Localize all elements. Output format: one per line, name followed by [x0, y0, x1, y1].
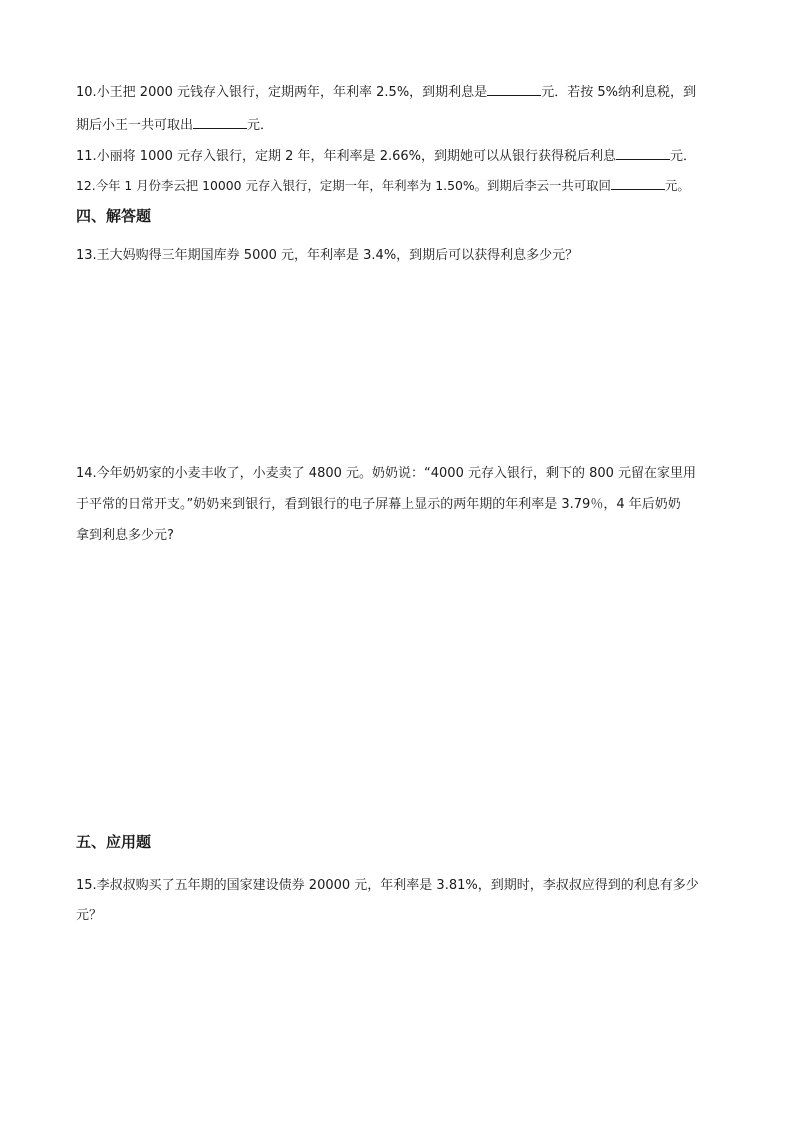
question-12: [76, 177, 690, 195]
question-10-text-b: 元．若按 5%纳利息税，到: [541, 85, 696, 100]
section-5-heading: 五、应用题: [76, 833, 152, 851]
question-15-line-2: 元？: [76, 908, 103, 923]
question-12-text-a: 12.今年 1 月份李云把 10000 元存入银行，定期一年，年利率为 1.50%。到期后李云一共可取回: [76, 178, 611, 193]
answer-blank-12[interactable]: [611, 177, 665, 190]
question-14-line-1: 14.今年奶奶家的小麦丰收了，小麦卖了 4800 元。奶奶说：“4000 元存入银行，剩下的 800 元留在家里用: [76, 466, 697, 481]
question-10-text-d: 元．: [247, 118, 274, 133]
question-11-text-a: 11.小丽将 1000 元存入银行，定期 2 年，年利率是 2.66%，到期她可以从银行获得税后利息: [76, 149, 616, 164]
question-10-text-c: 期后小王一共可取出: [76, 118, 194, 133]
question-10-line-1: [76, 83, 696, 102]
question-14-line-3: 拿到利息多少元?: [76, 528, 174, 543]
answer-blank-10b[interactable]: [193, 116, 247, 129]
section-4-heading: 四、解答题: [76, 207, 152, 225]
answer-blank-10a[interactable]: [487, 83, 541, 96]
question-11: [76, 147, 696, 166]
question-11-text-b: 元．: [670, 149, 697, 164]
answer-blank-11[interactable]: [616, 147, 670, 160]
question-10-text-a: 10.小王把 2000 元钱存入银行，定期两年，年利率 2.5%，到期利息是: [76, 85, 488, 100]
question-15-line-1: 15.李叔叔购买了五年期的国家建设债券 20000 元，年利率是 3.81%，到期时，李叔叔应得到的利息有多少: [76, 878, 699, 893]
question-13: 13.王大妈购得三年期国库券 5000 元，年利率是 3.4%，到期后可以获得利息多少元？: [76, 248, 579, 263]
question-14-line-2: 于平常的日常开支。”奶奶来到银行，看到银行的电子屏幕上显示的两年期的年利率是 3.79％，4 年后奶奶: [76, 497, 681, 512]
question-10-line-2: [76, 116, 273, 135]
question-12-text-b: 元。: [664, 178, 690, 193]
